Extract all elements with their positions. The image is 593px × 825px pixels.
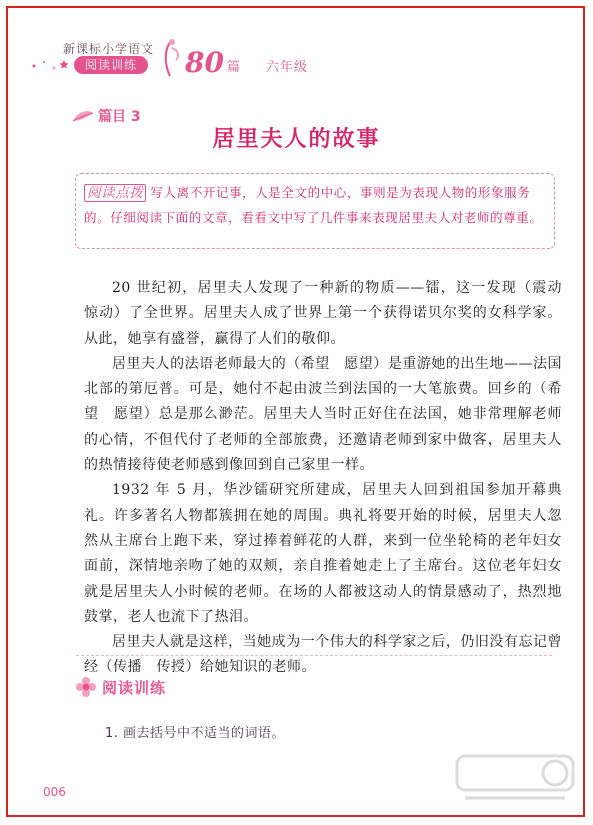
reading-tip (84, 180, 546, 230)
page-title: 居里夫人的故事 (212, 127, 381, 152)
watermark-logo-icon (455, 752, 575, 812)
article-paragraph: 居里夫人的法语老师最大的（希望 愿望）是重游她的出生地——法国北部的第厄普。可是，她付不起由波兰到法国的一大笔旅费。回乡的（希望 愿望）总是那么渺茫。居里夫人当时正好住在法国，她非常理解老师的心情，不但代付了老师的全部旅费，还邀请老师到家中做客，居里夫人的热情接待使老师感到像回到自己家里一样。 (84, 355, 562, 474)
reading-tip-label: 阅读点拨 (84, 184, 146, 202)
leaf-icon (72, 109, 94, 123)
section-divider (76, 655, 552, 656)
reading-tip-text: 写人离不开记事，人是全文的中心，事则是为表现人物的形象服务的。仔细阅读下面的文章，看看文中写了几件事来表现居里夫人对老师的尊重。 (84, 185, 543, 225)
grade-label: 六年级 (266, 60, 309, 75)
series-subtitle-badge: 阅读训练 (74, 56, 148, 74)
article-count: 80 (185, 46, 224, 79)
reading-training-header (74, 675, 166, 699)
reading-tip-box (75, 173, 555, 249)
series-title: 新课标小学语文 (63, 42, 155, 56)
article-paragraph: 居里夫人就是这样，当她成为一个伟大的科学家之后，仍旧没有忘记曾经（传播 传授）给她知识的老师。 (84, 634, 562, 676)
flower-flourish-icon (158, 38, 184, 78)
decorative-stars-icon (30, 56, 70, 76)
article-paragraph: 1932 年 5 月，华沙镭研究所建成，居里夫人回到祖国参加开幕典礼。许多著名人物都簇拥在她的周围。典礼将要开始的时候，居里夫人忽然从主席台上跑下来，穿过捧着鲜花的人群，来到一位坐轮椅的老年妇女面前，深情地亲吻了她的双颊，亲自推着她走上了主席台。这位老年妇女就是居里夫人小时候的老师。在场的人都被这动人的情景感动了，热烈地鼓掌，老人也流下了热泪。 (84, 482, 562, 625)
question-1: 1. 画去括号中不适当的词语。 (105, 726, 286, 741)
flower-icon (74, 675, 98, 699)
section-title: 阅读训练 (102, 678, 167, 697)
article-count-unit: 篇 (227, 60, 241, 75)
article-body (84, 276, 577, 681)
lesson-number: 篇目 3 (98, 109, 141, 125)
article-paragraph: 20 世纪初，居里夫人发现了一种新的物质——镭，这一发现（震动 惊动）了全世界。居里夫人成了世界上第一个获得诺贝尔奖的女科学家。从此，她享有盛誉，赢得了人们的敬仰。 (84, 280, 577, 347)
page-number: 006 (43, 785, 66, 799)
